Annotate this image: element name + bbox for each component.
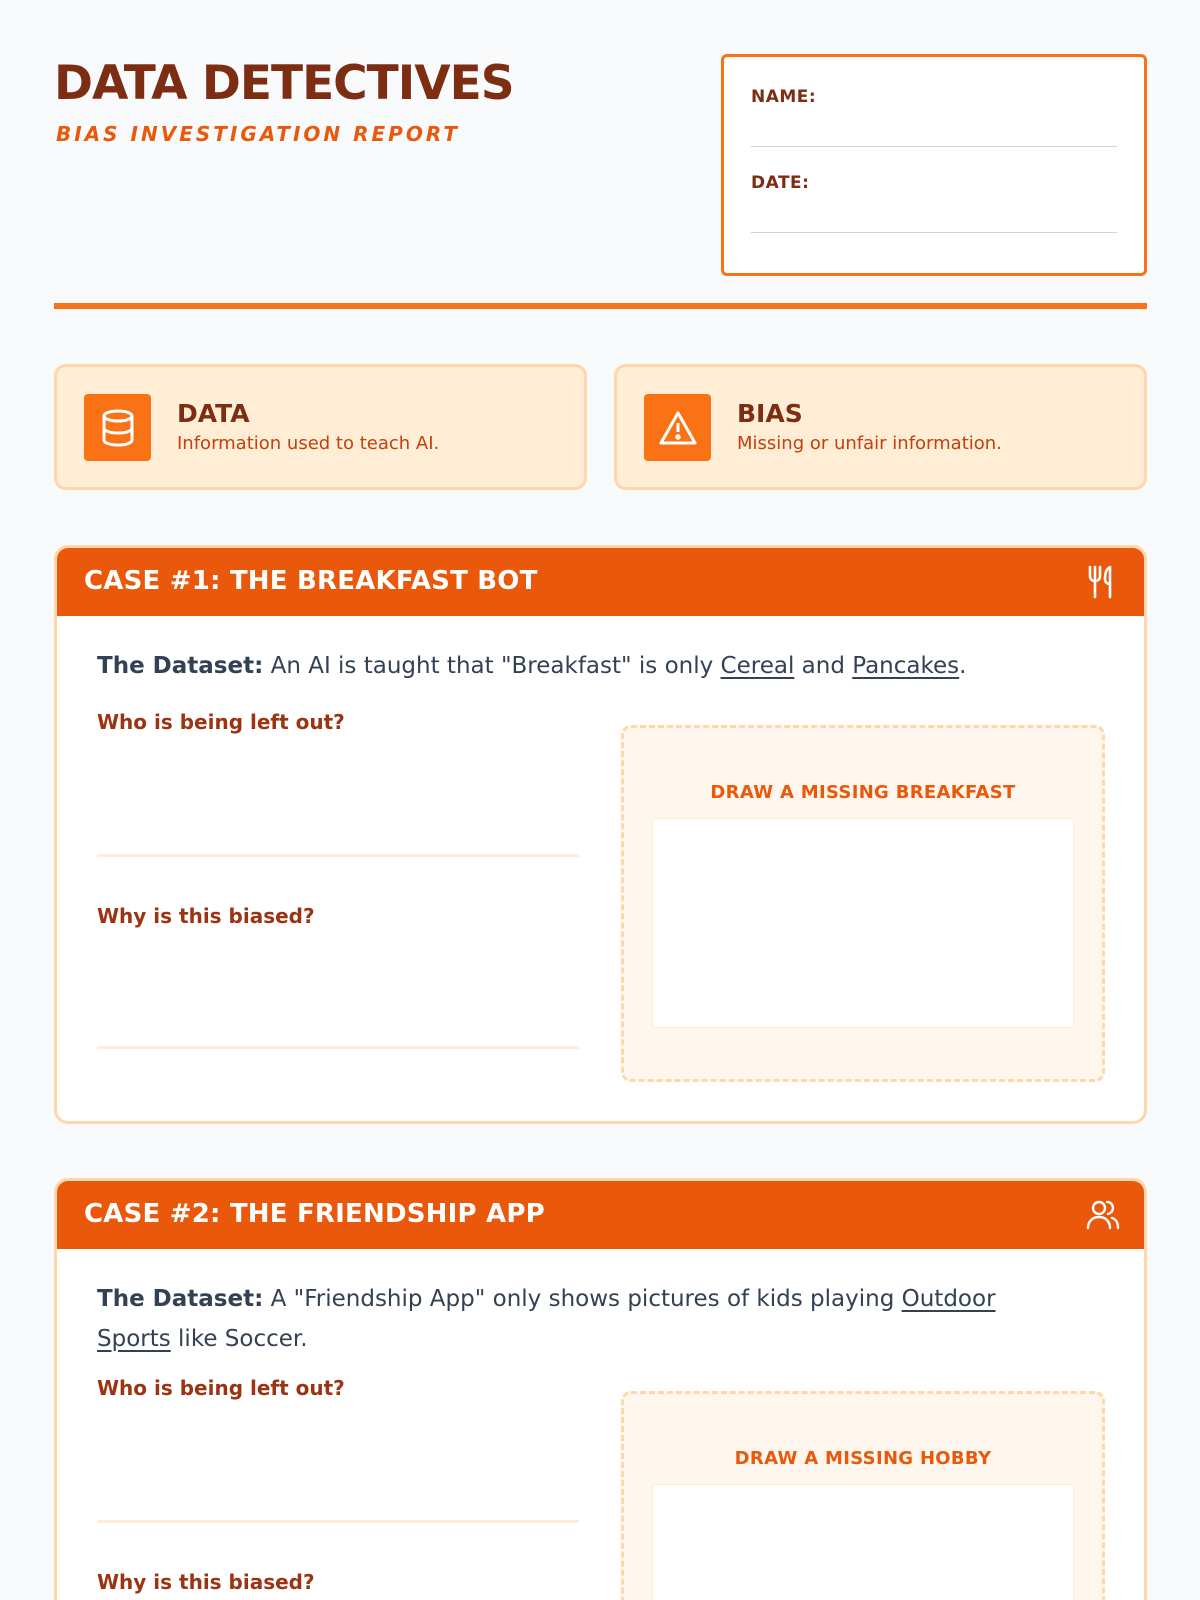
users-icon — [1086, 1197, 1120, 1233]
name-label: NAME: — [751, 87, 817, 107]
answer-line[interactable] — [97, 1046, 579, 1049]
dataset-label: The Dataset: — [97, 1286, 264, 1312]
database-icon — [84, 394, 151, 461]
answer-line[interactable] — [97, 854, 579, 857]
dataset-text: A "Friendship App" only shows pictures of kids playing — [263, 1286, 902, 1312]
drawing-panel — [621, 1391, 1105, 1600]
page-title: DATA DETECTIVES — [54, 56, 514, 111]
drawing-prompt: DRAW A MISSING BREAKFAST — [710, 782, 1016, 803]
date-label: DATE: — [751, 173, 810, 193]
utensils-icon — [1086, 564, 1120, 600]
question-why-biased: Why is this biased? — [97, 904, 315, 928]
glossary-definition: Missing or unfair information. — [737, 433, 1002, 454]
case-header — [57, 548, 1144, 616]
page-subtitle: BIAS INVESTIGATION REPORT — [56, 122, 460, 146]
dataset-label: The Dataset: — [97, 653, 264, 679]
dataset-item: Outdoor Sports — [97, 1286, 996, 1352]
case-dataset — [97, 1279, 1057, 1359]
dataset-text: like Soccer. — [170, 1326, 308, 1352]
dataset-text: and — [794, 653, 853, 679]
drawing-area[interactable] — [652, 1484, 1074, 1600]
answer-line[interactable] — [97, 1520, 579, 1523]
warning-icon — [644, 394, 711, 461]
worksheet-page — [54, 0, 1147, 1594]
dataset-item: Pancakes — [852, 653, 960, 679]
drawing-panel — [621, 725, 1105, 1082]
worksheet-header — [54, 0, 1147, 310]
case-title: CASE #2: THE FRIENDSHIP APP — [84, 1199, 545, 1229]
dataset-text: . — [959, 653, 967, 679]
dataset-text: An AI is taught that "Breakfast" is only — [263, 653, 721, 679]
student-info-box — [721, 54, 1147, 276]
question-who-left-out: Who is being left out? — [97, 1376, 345, 1400]
glossary-card-data — [54, 364, 587, 490]
date-field[interactable] — [751, 193, 1117, 233]
case-card-breakfast-bot — [54, 545, 1147, 1124]
drawing-area[interactable] — [652, 818, 1074, 1028]
glossary-definition: Information used to teach AI. — [177, 433, 440, 454]
case-title: CASE #1: THE BREAKFAST BOT — [84, 566, 538, 596]
case-header — [57, 1181, 1144, 1249]
header-divider — [54, 303, 1147, 309]
dataset-item: Cereal — [720, 653, 795, 679]
case-dataset — [97, 646, 1037, 686]
case-card-friendship-app — [54, 1178, 1147, 1600]
glossary-term: DATA — [177, 399, 250, 428]
name-field[interactable] — [751, 107, 1117, 147]
glossary-section — [54, 364, 1147, 490]
question-who-left-out: Who is being left out? — [97, 710, 345, 734]
question-why-biased: Why is this biased? — [97, 1570, 315, 1594]
glossary-term: BIAS — [737, 399, 803, 428]
drawing-prompt: DRAW A MISSING HOBBY — [734, 1448, 992, 1469]
glossary-card-bias — [614, 364, 1147, 490]
